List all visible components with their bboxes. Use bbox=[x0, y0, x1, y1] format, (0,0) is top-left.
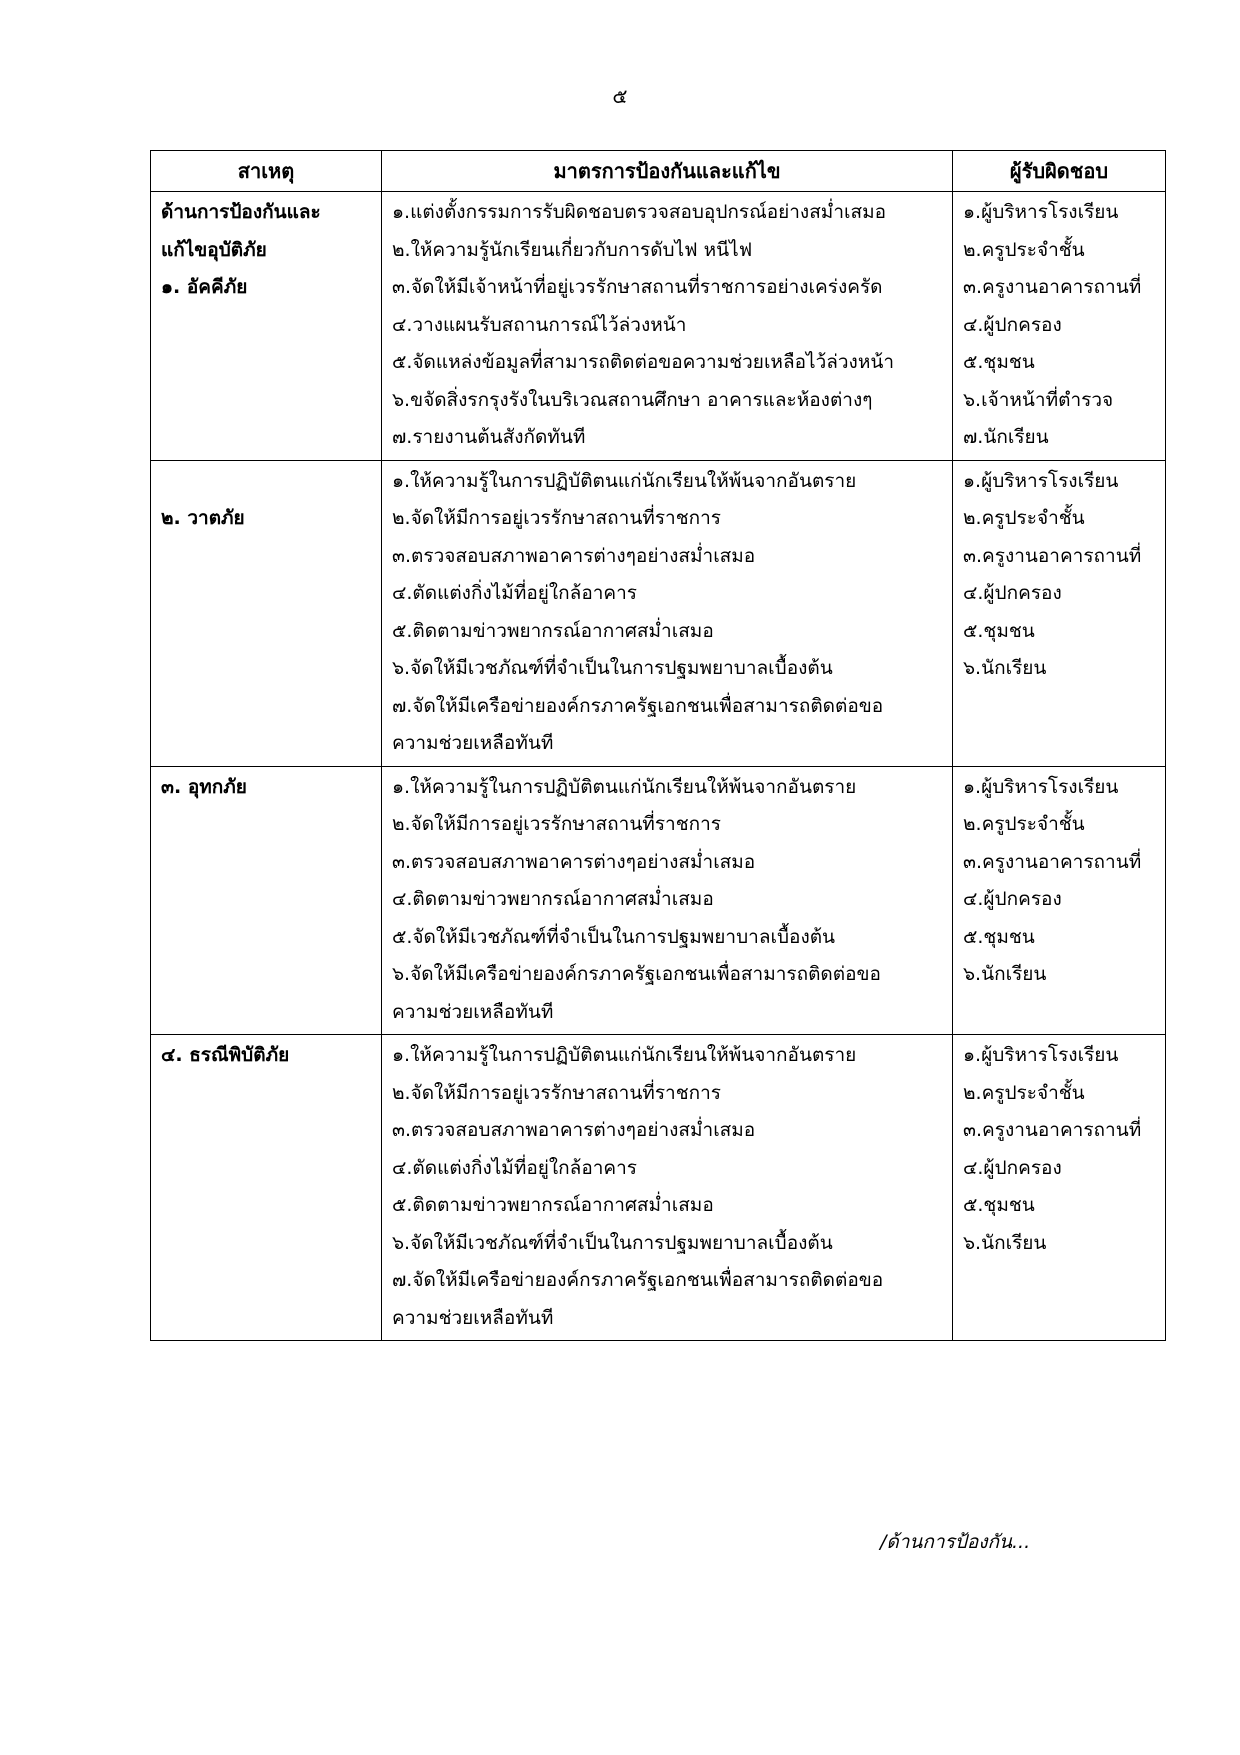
measure-item: ๖.จัดให้มีเวชภัณฑ์ที่จำเป็นในการปฐมพยาบาลเบื้องต้น bbox=[392, 1231, 833, 1254]
responsible-item: ๖.นักเรียน bbox=[963, 1231, 1047, 1254]
measure-item: ๕.ติดตามข่าวพยากรณ์อากาศสม่ำเสมอ bbox=[392, 1194, 714, 1216]
measure-item: ๒.จัดให้มีการอยู่เวรรักษาสถานที่ราชการ bbox=[392, 1081, 721, 1104]
page-number: ๕ bbox=[612, 84, 628, 108]
measures-cell bbox=[382, 460, 953, 766]
measure-item: ๔.วางแผนรับสถานการณ์ไว้ล่วงหน้า bbox=[392, 313, 687, 336]
header-measures: มาตรการป้องกันและแก้ไข bbox=[382, 151, 953, 192]
responsible-item: ๑.ผู้บริหารโรงเรียน bbox=[963, 469, 1119, 492]
cause-cell bbox=[151, 460, 382, 766]
responsible-item: ๖.นักเรียน bbox=[963, 963, 1047, 985]
measure-item: ๖.ขจัดสิ่งรกรุงรังในบริเวณสถานศึกษา อาคารและห้องต่างๆ bbox=[392, 388, 873, 411]
measure-item: ๓.ตรวจสอบสภาพอาคารต่างๆอย่างสม่ำเสมอ bbox=[392, 1119, 756, 1141]
responsible-item: ๗.นักเรียน bbox=[963, 426, 1049, 448]
responsible-item: ๕.ชุมชน bbox=[963, 619, 1035, 642]
measure-item: ๓.ตรวจสอบสภาพอาคารต่างๆอย่างสม่ำเสมอ bbox=[392, 850, 756, 873]
measures-cell bbox=[382, 1035, 953, 1341]
cause-line: แก้ไขอุบัติภัย bbox=[161, 238, 267, 261]
responsible-item: ๔.ผู้ปกครอง bbox=[963, 1156, 1062, 1179]
responsible-item: ๒.ครูประจำชั้น bbox=[963, 507, 1085, 529]
measure-item: ๓.จัดให้มีเจ้าหน้าที่อยู่เวรรักษาสถานที่ราชการอย่างเคร่งครัด bbox=[392, 276, 883, 298]
measure-item: ๑.แต่งตั้งกรรมการรับผิดชอบตรวจสอบอุปกรณ์อย่างสม่ำเสมอ bbox=[392, 201, 887, 223]
responsible-cell bbox=[953, 192, 1166, 461]
measure-item: ๑.ให้ความรู้ในการปฏิบัติตนแก่นักเรียนให้พ้นจากอันตราย bbox=[392, 775, 857, 798]
responsible-item: ๕.ชุมชน bbox=[963, 351, 1035, 373]
header-cause: สาเหตุ bbox=[151, 151, 382, 192]
responsible-item: ๒.ครูประจำชั้น bbox=[963, 238, 1085, 261]
cause-cell bbox=[151, 1035, 382, 1341]
measures-cell bbox=[382, 766, 953, 1035]
table-body bbox=[151, 192, 1166, 1341]
responsible-item: ๔.ผู้ปกครอง bbox=[963, 582, 1062, 604]
measure-item: ๔.ติดตามข่าวพยากรณ์อากาศสม่ำเสมอ bbox=[392, 888, 714, 910]
cause-line bbox=[161, 463, 373, 501]
responsible-item: ๓.ครูงานอาคารถานที่ bbox=[963, 544, 1142, 567]
measure-item: ๕.จัดแหล่งข้อมูลที่สามารถติดต่อขอความช่วยเหลือไว้ล่วงหน้า bbox=[392, 351, 895, 373]
responsible-item: ๒.ครูประจำชั้น bbox=[963, 813, 1085, 835]
measure-item: ความช่วยเหลือทันที bbox=[392, 1000, 554, 1023]
measures-cell bbox=[382, 192, 953, 461]
responsible-item: ๑.ผู้บริหารโรงเรียน bbox=[963, 201, 1119, 223]
responsible-item: ๓.ครูงานอาคารถานที่ bbox=[963, 1119, 1142, 1141]
header-responsible: ผู้รับผิดชอบ bbox=[953, 151, 1166, 192]
responsible-item: ๒.ครูประจำชั้น bbox=[963, 1081, 1085, 1104]
table-row bbox=[151, 460, 1166, 766]
responsible-cell bbox=[953, 460, 1166, 766]
continuation-note: /ด้านการป้องกัน... bbox=[880, 1531, 1031, 1553]
table-row bbox=[151, 1035, 1166, 1341]
responsible-item: ๕.ชุมชน bbox=[963, 1194, 1035, 1216]
table-row bbox=[151, 192, 1166, 461]
responsible-item: ๓.ครูงานอาคารถานที่ bbox=[963, 276, 1142, 298]
measure-item: ๗.รายงานต้นสังกัดทันที bbox=[392, 426, 586, 448]
responsible-cell bbox=[953, 1035, 1166, 1341]
cause-line: ๔. ธรณีพิบัติภัย bbox=[161, 1044, 290, 1066]
responsible-item: ๔.ผู้ปกครอง bbox=[963, 888, 1062, 910]
measure-item: ๗.จัดให้มีเครือข่ายองค์กรภาครัฐเอกชนเพื่อสามารถติดต่อขอ bbox=[392, 694, 884, 717]
responsible-item: ๑.ผู้บริหารโรงเรียน bbox=[963, 775, 1119, 798]
responsible-item: ๔.ผู้ปกครอง bbox=[963, 313, 1062, 336]
disaster-prevention-table bbox=[150, 150, 1166, 1341]
responsible-cell bbox=[953, 766, 1166, 1035]
measure-item: ๖.จัดให้มีเครือข่ายองค์กรภาครัฐเอกชนเพื่อสามารถติดต่อขอ bbox=[392, 963, 881, 985]
responsible-item: ๖.นักเรียน bbox=[963, 657, 1047, 679]
measure-item: ๕.ติดตามข่าวพยากรณ์อากาศสม่ำเสมอ bbox=[392, 619, 714, 642]
table-row bbox=[151, 766, 1166, 1035]
measure-item: ๑.ให้ความรู้ในการปฏิบัติตนแก่นักเรียนให้พ้นจากอันตราย bbox=[392, 1044, 857, 1066]
table-header-row bbox=[151, 151, 1166, 192]
responsible-item: ๑.ผู้บริหารโรงเรียน bbox=[963, 1044, 1119, 1066]
measure-item: ความช่วยเหลือทันที bbox=[392, 1306, 554, 1329]
measure-item: ๒.จัดให้มีการอยู่เวรรักษาสถานที่ราชการ bbox=[392, 507, 721, 529]
measure-item: ความช่วยเหลือทันที bbox=[392, 732, 554, 754]
responsible-item: ๖.เจ้าหน้าที่ตำรวจ bbox=[963, 388, 1114, 411]
measure-item: ๒.ให้ความรู้นักเรียนเกี่ยวกับการดับไฟ หนีไฟ bbox=[392, 238, 753, 261]
measure-item: ๗.จัดให้มีเครือข่ายองค์กรภาครัฐเอกชนเพื่อสามารถติดต่อขอ bbox=[392, 1269, 884, 1291]
cause-line: ๓. อุทกภัย bbox=[161, 775, 247, 798]
cause-line: ๑. อัคคีภัย bbox=[161, 276, 248, 298]
cause-cell bbox=[151, 766, 382, 1035]
measure-item: ๔.ตัดแต่งกิ่งไม้ที่อยู่ใกล้อาคาร bbox=[392, 1156, 637, 1179]
measure-item: ๕.จัดให้มีเวชภัณฑ์ที่จำเป็นในการปฐมพยาบาลเบื้องต้น bbox=[392, 925, 836, 948]
measure-item: ๑.ให้ความรู้ในการปฏิบัติตนแก่นักเรียนให้พ้นจากอันตราย bbox=[392, 469, 857, 492]
cause-line: ด้านการป้องกันและ bbox=[161, 201, 321, 223]
measure-item: ๔.ตัดแต่งกิ่งไม้ที่อยู่ใกล้อาคาร bbox=[392, 582, 637, 604]
measure-item: ๖.จัดให้มีเวชภัณฑ์ที่จำเป็นในการปฐมพยาบาลเบื้องต้น bbox=[392, 657, 833, 679]
responsible-item: ๕.ชุมชน bbox=[963, 925, 1035, 948]
cause-cell bbox=[151, 192, 382, 461]
measure-item: ๒.จัดให้มีการอยู่เวรรักษาสถานที่ราชการ bbox=[392, 813, 721, 835]
measure-item: ๓.ตรวจสอบสภาพอาคารต่างๆอย่างสม่ำเสมอ bbox=[392, 544, 756, 567]
cause-line: ๒. วาตภัย bbox=[161, 507, 245, 529]
responsible-item: ๓.ครูงานอาคารถานที่ bbox=[963, 850, 1142, 873]
